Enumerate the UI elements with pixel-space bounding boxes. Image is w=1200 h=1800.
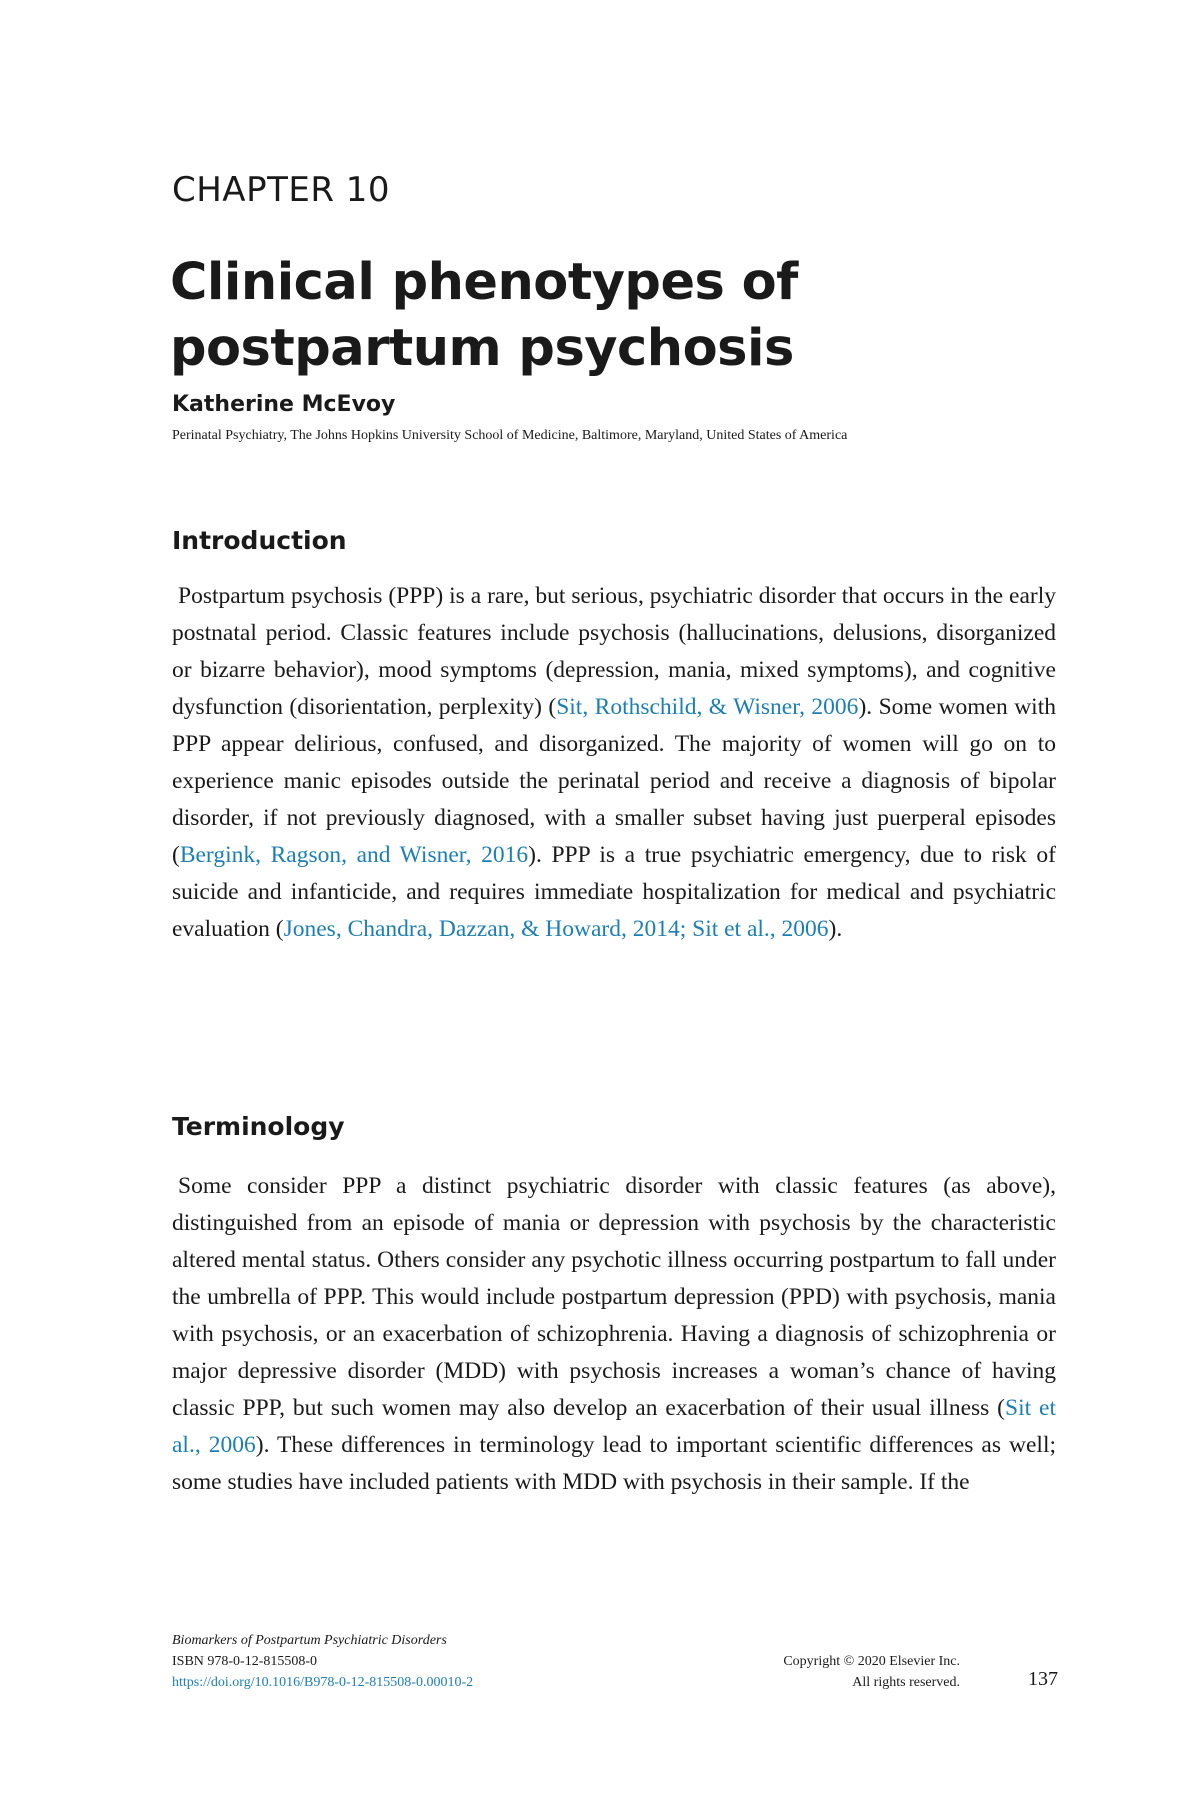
introduction-paragraph — [172, 578, 1056, 948]
page-number: 137 — [1028, 1668, 1058, 1690]
citation-link[interactable]: Jones, Chandra, Dazzan, & Howard, 2014; Sit et al., 2006 — [283, 916, 829, 942]
footer-publication-info — [172, 1630, 473, 1693]
intro-text-4: ). — [828, 916, 843, 942]
term-text-2: ). These differences in terminology lead to important scientific differences as well; some studies have included patients with MDD with psychosis in their sample. If the — [172, 1432, 1056, 1495]
citation-link[interactable]: Sit et al., 2006 — [172, 1395, 1056, 1458]
rights-text: All rights reserved. — [852, 1675, 960, 1690]
doi-link[interactable]: https://doi.org/10.1016/B978-0-12-815508-0.00010-2 — [172, 1675, 474, 1690]
term-text-1: Some consider PPP a distinct psychiatric disorder with classic features (as above), distinguished from an episode of mania or depression with psychosis by the characteristic altered mental status. Others consider any psychotic illness occurring postpartum to fall under the umbrella of PPP. This would include postpartum depression (PPD) with psychosis, mania with psychosis, or an exacerbation of schizophrenia. Having a diagnosis of schizophrenia or major depressive disorder (MDD) with psychosis increases a woman’s chance of having classic PPP, but such women may also develop an exacerbation of their usual illness ( — [172, 1173, 1056, 1421]
author-affiliation: Perinatal Psychiatry, The Johns Hopkins University School of Medicine, Baltimore, Maryland, United States of America — [172, 428, 848, 443]
author-name: Katherine McEvoy — [172, 392, 396, 417]
intro-text-3: ). PPP is a true psychiatric emergency, due to risk of suicide and infanticide, and requires immediate hospitalization for medical and psychiatric evaluation ( — [172, 842, 1056, 942]
terminology-paragraph — [172, 1168, 1056, 1580]
book-title: Biomarkers of Postpartum Psychiatric Disorders — [172, 1633, 447, 1648]
chapter-label: CHAPTER 10 — [172, 170, 391, 210]
terminology-heading: Terminology — [172, 1112, 345, 1141]
intro-text-1: Postpartum psychosis (PPP) is a rare, but serious, psychiatric disorder that occurs in the early postnatal period. Classic features include psychosis (hallucinations, delusions, disorganized or bizarre behavior), mood symptoms (depression, mania, mixed symptoms), and cognitive dysfunction (disorientation, perplexity) ( — [172, 583, 1056, 720]
footer-copyright — [783, 1651, 960, 1693]
intro-text-2: ). Some women with PPP appear delirious, confused, and disorganized. The majority of women will go on to experience manic episodes outside the perinatal period and receive a diagnosis of bipolar disorder, if not previously diagnosed, with a smaller subset having just puerperal episodes ( — [172, 694, 1056, 868]
copyright-text: Copyright © 2020 Elsevier Inc. — [783, 1654, 960, 1669]
isbn: ISBN 978-0-12-815508-0 — [172, 1654, 318, 1669]
citation-link[interactable]: Sit, Rothschild, & Wisner, 2006 — [556, 694, 859, 720]
introduction-heading: Introduction — [172, 526, 347, 555]
citation-link[interactable]: Bergink, Ragson, and Wisner, 2016 — [179, 842, 529, 868]
chapter-title: Clinical phenotypes of postpartum psychosis — [170, 253, 798, 378]
